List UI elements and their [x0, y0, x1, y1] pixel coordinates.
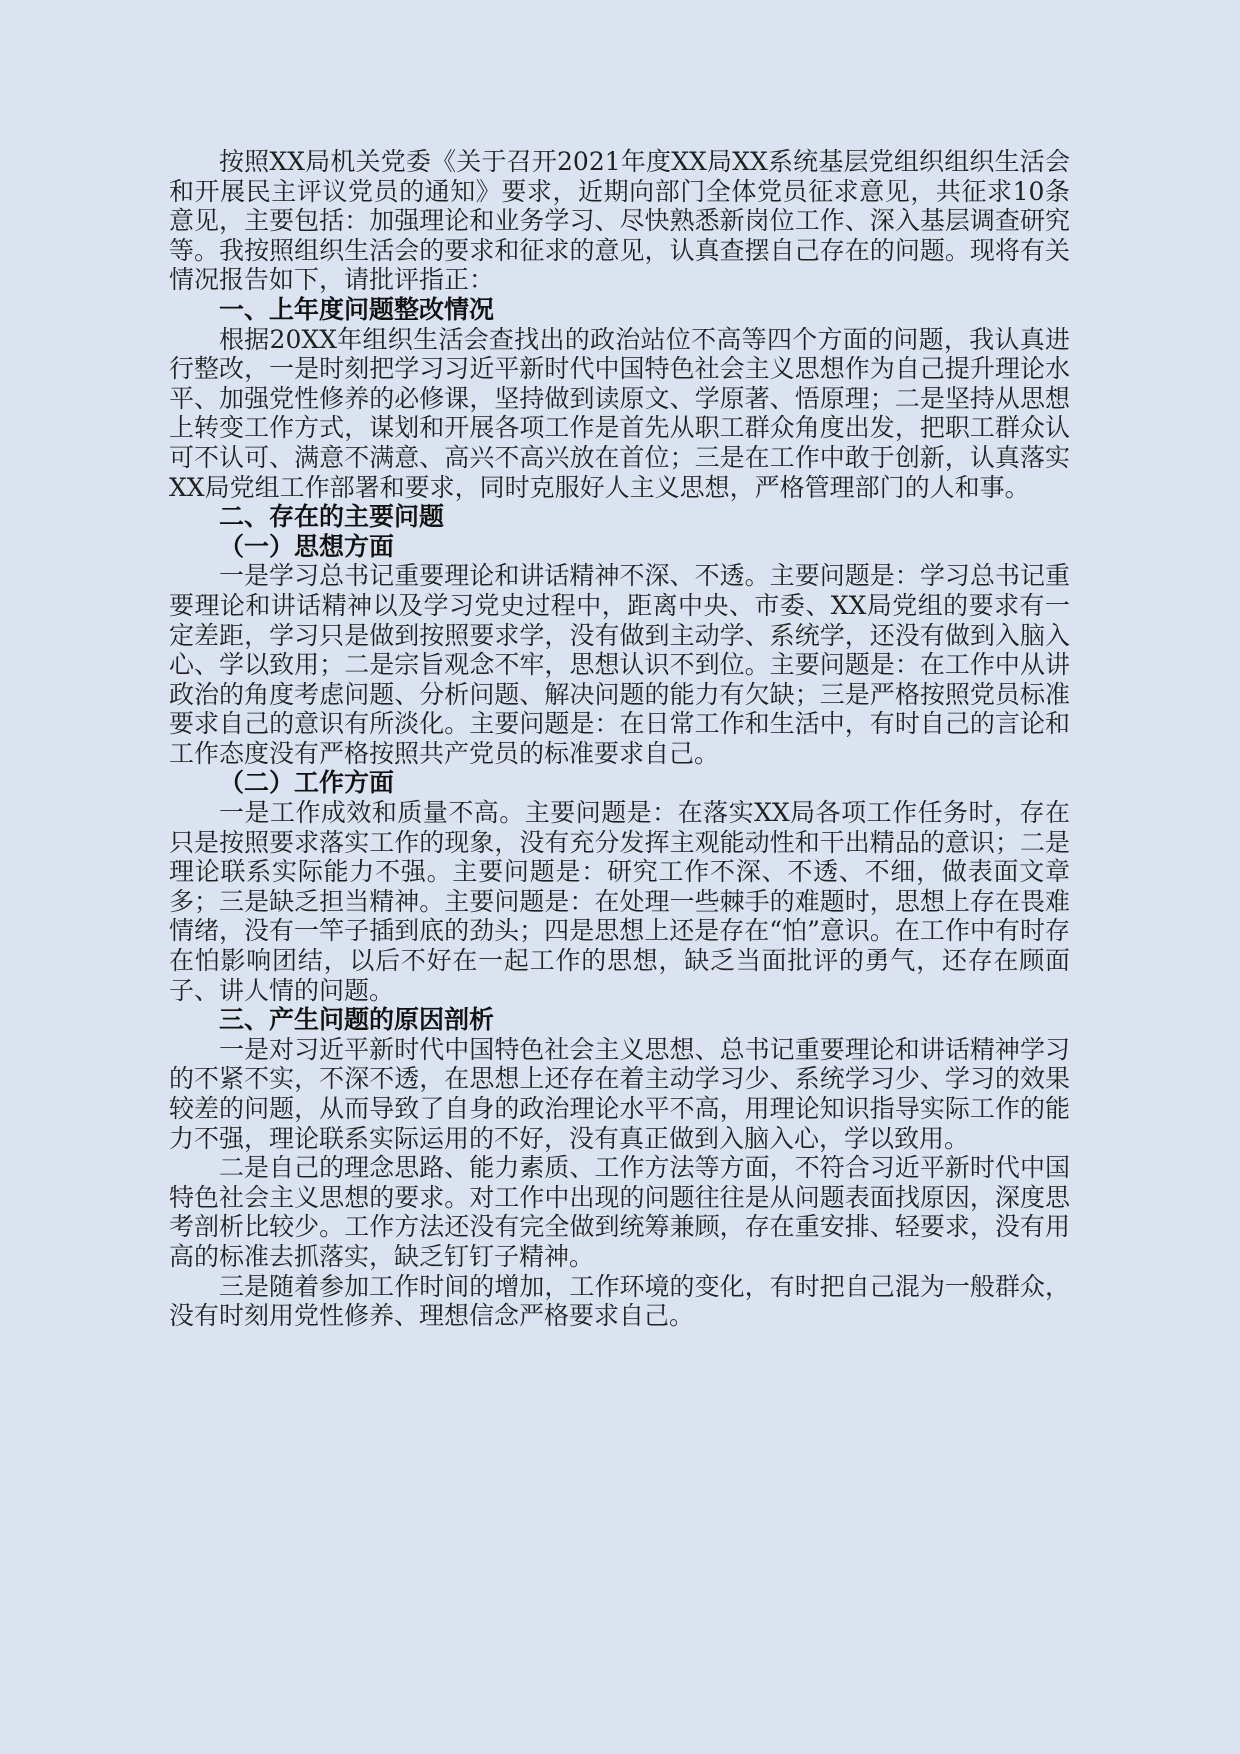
section-heading-3: 三、产生问题的原因剖析 — [219, 1005, 495, 1035]
paragraph-rectification: 根据20XX年组织生活会查找出的政治站位不高等四个方面的问题，我认真进行整改，一是时刻把学习习近平新时代中国特色社会主义思想作为自己提升理论水平、加强党性修养的必修课，坚持做到读原文、学原著、悟原理；二是坚持从思想上转变工作方式，谋划和开展各项工作是首先从职工群众角度出发，把职工群众认可不认可、满意不满意、高兴不高兴放在首位；三是在工作中敢于创新，认真落实XX局党组工作部署和要求，同时克服好人主义思想，严格管理部门的人和事。 — [169, 324, 1070, 502]
subsection-heading-thought: （一）思想方面 — [219, 531, 395, 561]
paragraph-cause-3: 三是随着参加工作时间的增加，工作环境的变化，有时把自己混为一般群众，没有时刻用党性修养、理想信念严格要求自己。 — [169, 1271, 1070, 1331]
paragraph-work-problems: 一是工作成效和质量不高。主要问题是：在落实XX局各项工作任务时，存在只是按照要求落实工作的现象，没有充分发挥主观能动性和干出精品的意识；二是理论联系实际能力不强。主要问题是：研究工作不深、不透、不细，做表面文章多；三是缺乏担当精神。主要问题是：在处理一些棘手的难题时，思想上存在畏难情绪，没有一竿子插到底的劲头；四是思想上还是存在“怕”意识。在工作中有时存在怕影响团结，以后不好在一起工作的思想，缺乏当面批评的勇气，还存在顾面子、讲人情的问题。 — [169, 798, 1070, 1005]
paragraph-cause-2: 二是自己的理念思路、能力素质、工作方法等方面，不符合习近平新时代中国特色社会主义思想的要求。对工作中出现的问题往往是从问题表面找原因，深度思考剖析比较少。工作方法还没有完全做到统筹兼顾，存在重安排、轻要求，没有用高的标准去抓落实，缺乏钉钉子精神。 — [169, 1153, 1070, 1271]
paragraph-intro: 按照XX局机关党委《关于召开2021年度XX局XX系统基层党组织组织生活会和开展民主评议党员的通知》要求，近期向部门全体党员征求意见，共征求10条意见，主要包括：加强理论和业务学习、尽快熟悉新岗位工作、深入基层调查研究等。我按照组织生活会的要求和征求的意见，认真查摆自己存在的问题。现将有关情况报告如下，请批评指正： — [169, 147, 1070, 295]
section-heading-2: 二、存在的主要问题 — [219, 502, 445, 532]
section-heading-1: 一、上年度问题整改情况 — [219, 294, 495, 324]
subsection-heading-work: （二）工作方面 — [219, 768, 395, 798]
paragraph-cause-1: 一是对习近平新时代中国特色社会主义思想、总书记重要理论和讲话精神学习的不紧不实，不深不透，在思想上还存在着主动学习少、系统学习少、学习的效果较差的问题，从而导致了自身的政治理论水平不高，用理论知识指导实际工作的能力不强，理论联系实际运用的不好，没有真正做到入脑入心，学以致用。 — [169, 1034, 1070, 1153]
paragraph-thought-problems: 一是学习总书记重要理论和讲话精神不深、不透。主要问题是：学习总书记重要理论和讲话精神以及学习党史过程中，距离中央、市委、XX局党组的要求有一定差距，学习只是做到按照要求学，没有做到主动学、系统学，还没有做到入脑入心、学以致用；二是宗旨观念不牢，思想认识不到位。主要问题是：在工作中从讲政治的角度考虑问题、分析问题、解决问题的能力有欠缺；三是严格按照党员标准要求自己的意识有所淡化。主要问题是：在日常工作和生活中，有时自己的言论和工作态度没有严格按照共产党员的标准要求自己。 — [169, 561, 1070, 768]
document-page — [169, 147, 1070, 1331]
